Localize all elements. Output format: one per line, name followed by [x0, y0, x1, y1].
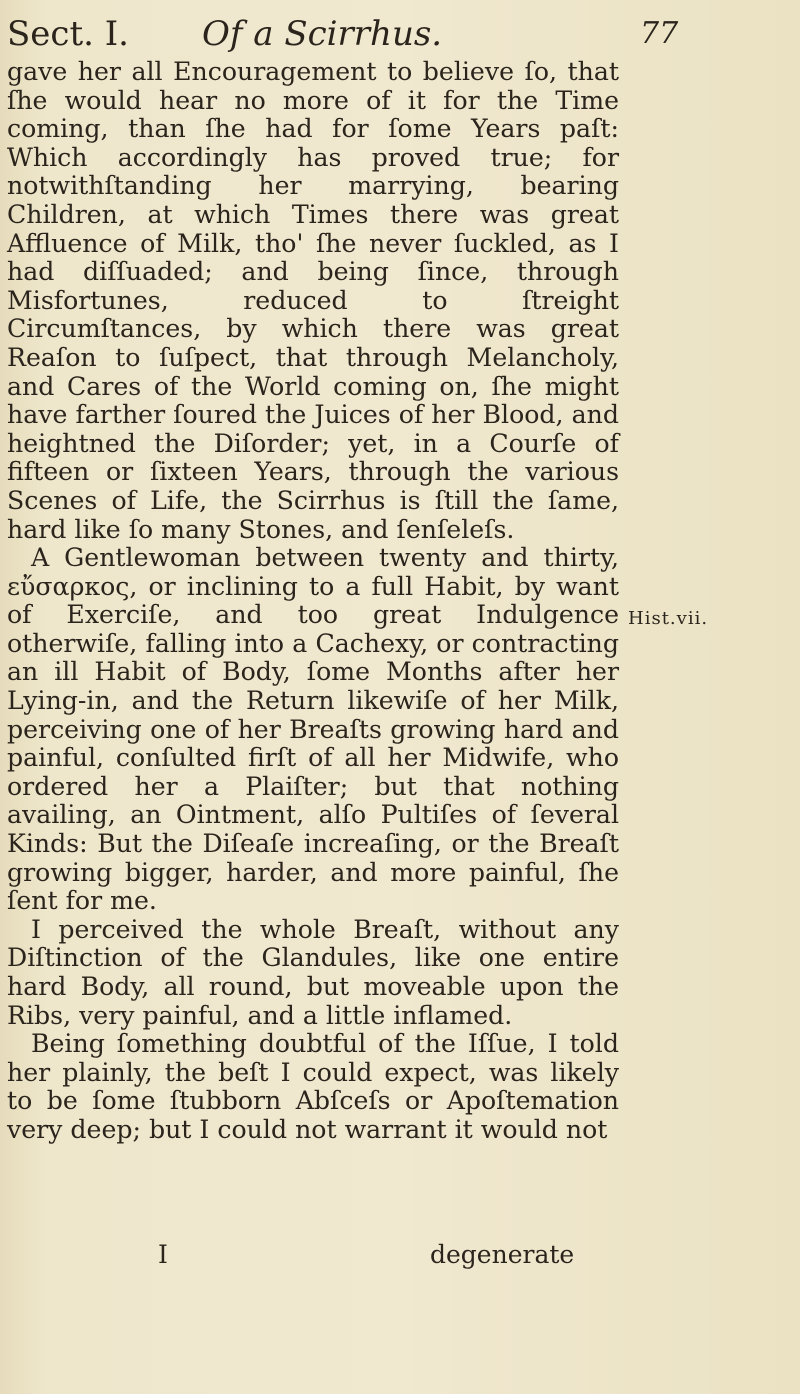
running-title: Of a Scirrhus. [202, 14, 443, 54]
section-label: Sect. I. [7, 14, 129, 54]
body-text [7, 58, 619, 1145]
paragraph: I perceived the whole Breaſt, without any Diſtinction of the Glandules, like one entire hard Body, all round, but moveable upon the Ribs, very painful, and a little inflamed. [7, 914, 619, 1030]
catchline [0, 1240, 800, 1270]
margin-note: Hist.vii. [628, 608, 709, 629]
page-number: 77 [640, 16, 679, 51]
running-header [0, 8, 800, 60]
catchword: degenerate [430, 1240, 575, 1269]
signature-mark: I [158, 1240, 168, 1269]
paragraph: gave her all Encouragement to believe ſo, that ſhe would hear no more of it for the Time coming, than ſhe had for ſome Years paſt: Which accordingly has proved true; for notwithſtanding her marrying, bearing Children, at which Times there was great Affluence of Milk, tho' ſhe never ſuckled, as I had diſſuaded; and being ſince, through Misfortunes, reduced to ſtreight Circumſtances, by which there was great Reaſon to ſuſpect, that through Melancholy, and Cares of the World coming on, ſhe might have farther ſoured the Juices of her Blood, and heightned the Diſorder; yet, in a Courſe of fifteen or ſixteen Years, through the various Scenes of Life, the Scirrhus is ſtill the ſame, hard like ſo many Stones, and ſenſeleſs. [7, 57, 619, 544]
paragraph: Being ſomething doubtful of the Iſſue, I told her plainly, the beſt I could expect, was likely to be ſome ſtubborn Abſceſs or Apoſtemation very deep; but I could not warrant it would not [7, 1029, 619, 1144]
paragraph: A Gentlewoman between twenty and thirty, εὔσαρκος, or inclining to a full Habit, by want of Exerciſe, and too great Indulgence otherwiſe, falling into a Cachexy, or contracting an ill Habit of Body, ſome Months after her Lying-in, and the Return likewiſe of her Milk, perceiving one of her Breaſts growing hard and painful, conſulted firſt of all her Midwife, who ordered her a Plaiſter; but that nothing availing, an Ointment, alſo Pultiſes of ſeveral Kinds: But the Diſeaſe increaſing, or the Breaſt growing bigger, harder, and more painful, ſhe ſent for me. [7, 543, 619, 916]
